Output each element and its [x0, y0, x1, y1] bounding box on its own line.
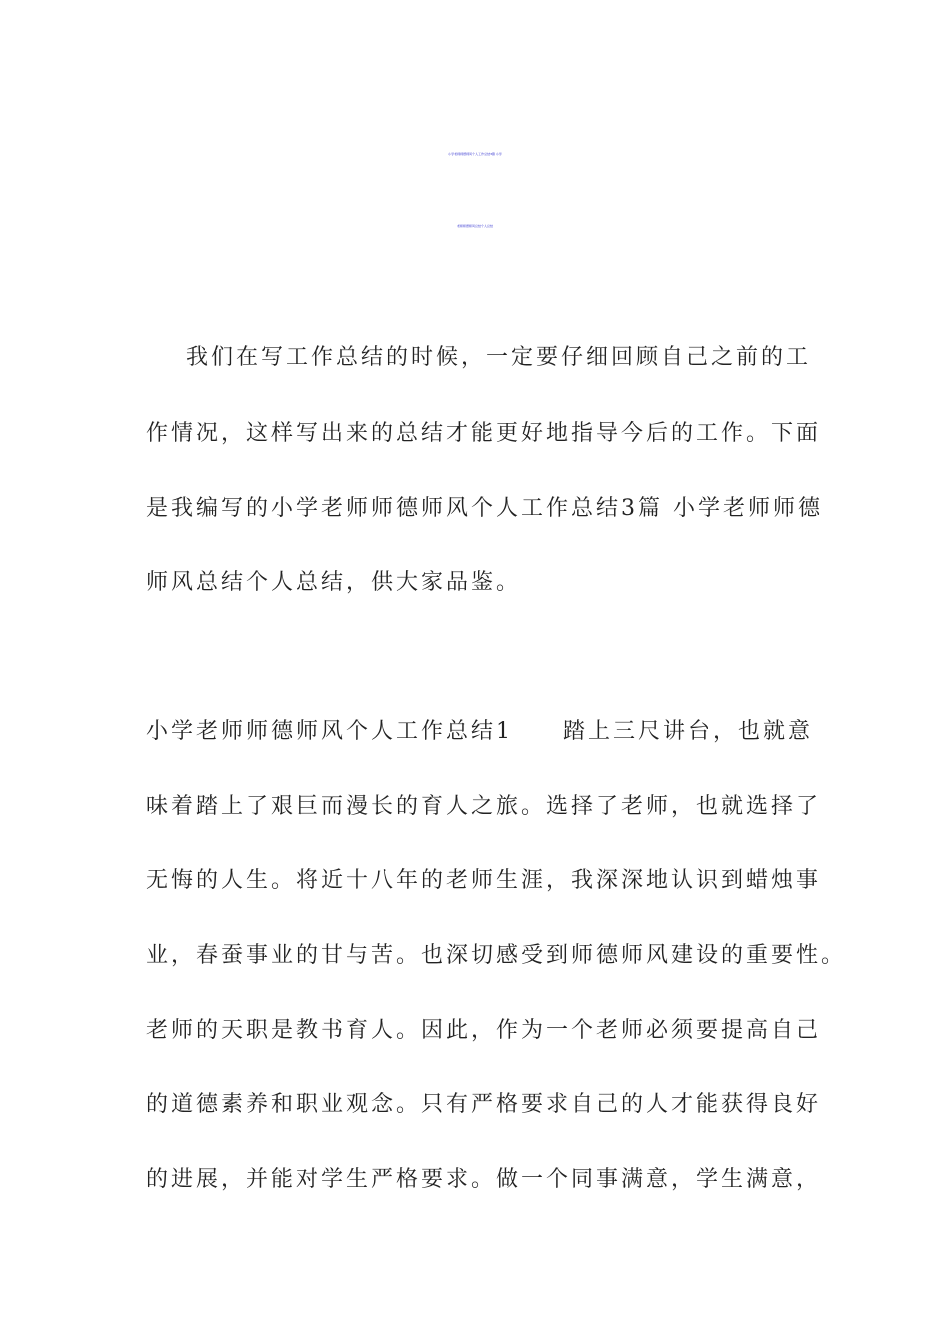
section1-line-3: 无悔的人生。将近十八年的老师生涯，我深深地认识到蜡烛事 [146, 868, 822, 893]
intro-line-1: 我们在写工作总结的时候，一定要仔细回顾自己之前的工 [146, 345, 811, 370]
section1-line-2: 味着踏上了艰巨而漫长的育人之旅。选择了老师，也就选择了 [146, 794, 822, 819]
intro-line-2: 作情况，这样写出来的总结才能更好地指导今后的工作。下面 [146, 421, 822, 446]
document-title-line-2: 老师师德师风总结个人总结 [456, 224, 493, 228]
section1-line-4: 业，春蚕事业的甘与苦。也深切感受到师德师风建设的重要性。 [146, 943, 847, 968]
section1-line-5: 老师的天职是教书育人。因此，作为一个老师必须要提高自己 [146, 1018, 822, 1043]
section1-line-7: 的进展，并能对学生严格要求。做一个同事满意，学生满意， [146, 1167, 822, 1192]
section1-line-6: 的道德素养和职业观念。只有严格要求自己的人才能获得良好 [146, 1092, 822, 1117]
intro-line-3: 是我编写的小学老师师德师风个人工作总结3篇 小学老师师德 [146, 496, 823, 521]
section1-line-1: 小学老师师德师风个人工作总结1 踏上三尺讲台，也就意 [146, 719, 813, 744]
intro-line-4: 师风总结个人总结，供大家品鉴。 [146, 570, 522, 595]
document-title-line-1: 小学老师师德师风个人工作总结3篇 小学 [448, 152, 502, 156]
